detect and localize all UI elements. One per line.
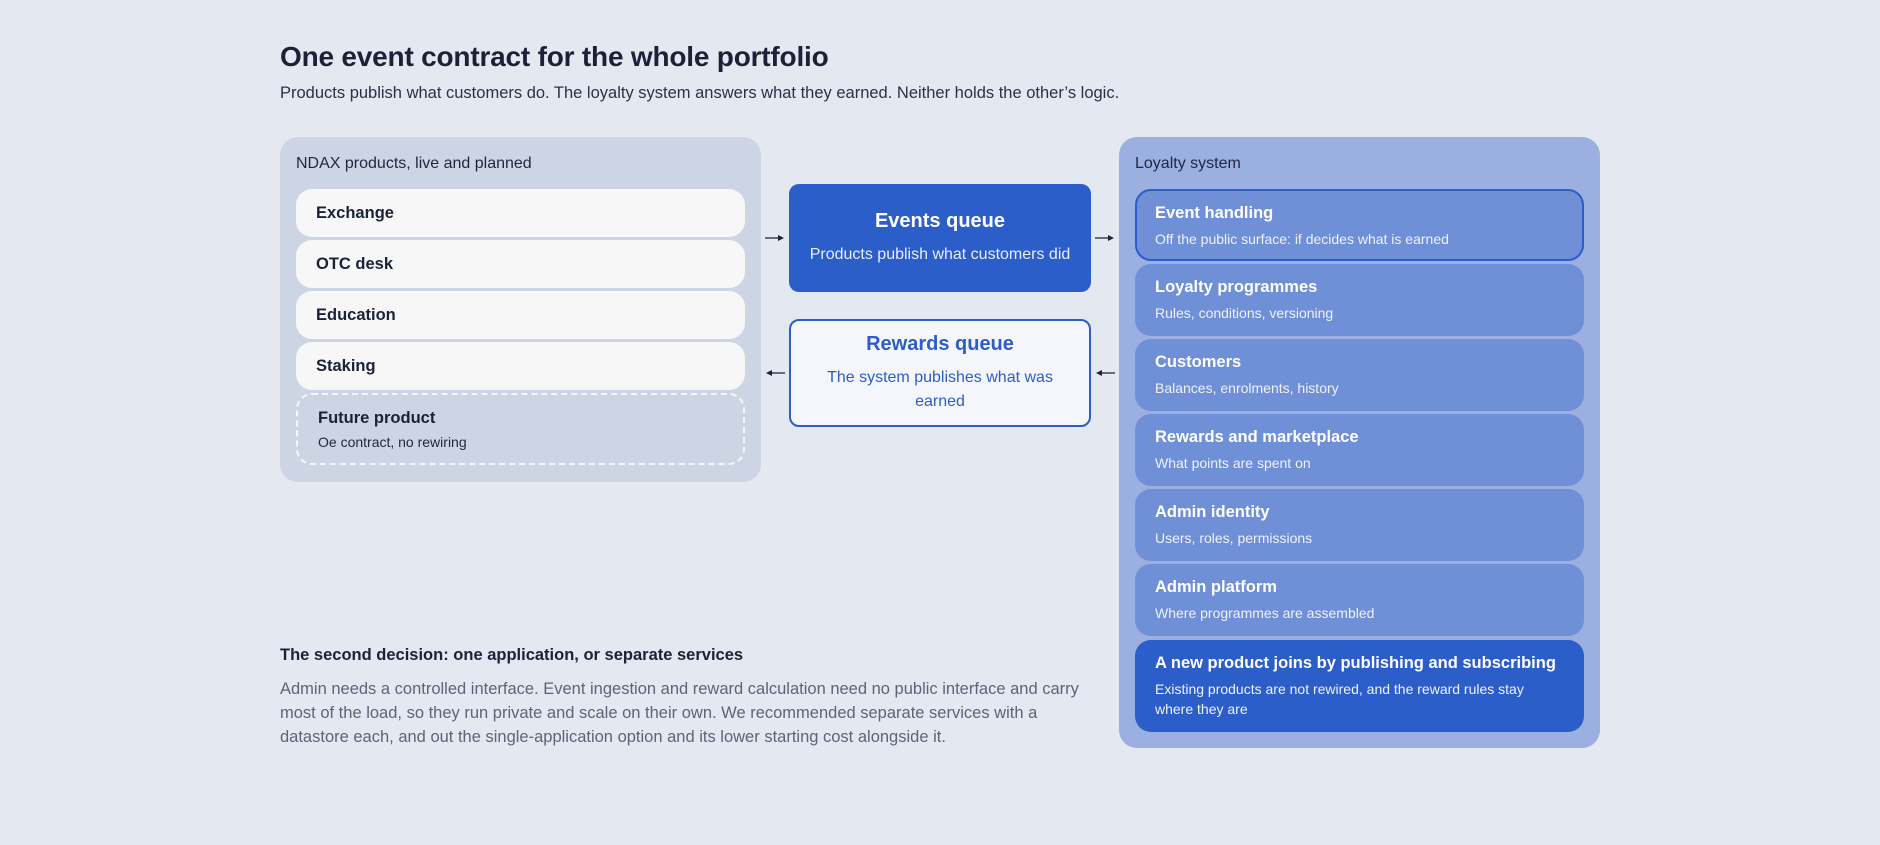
arrow-right-icon — [764, 233, 786, 243]
module-name: Customers — [1155, 353, 1242, 371]
module-admin-identity — [1135, 489, 1584, 561]
products-panel — [280, 137, 761, 482]
rewards-queue-title: Rewards queue — [866, 332, 1014, 355]
module-customers — [1135, 339, 1584, 411]
product-name: Exchange — [316, 203, 394, 222]
product-education — [296, 291, 745, 339]
product-exchange — [296, 189, 745, 237]
module-rewards-marketplace — [1135, 414, 1584, 486]
rewards-queue — [789, 319, 1091, 427]
product-name: Staking — [316, 356, 376, 375]
product-name: Education — [316, 305, 396, 324]
module-description: Where programmes are assembled — [1155, 605, 1375, 621]
module-name: A new product joins by publishing and subscribing — [1155, 654, 1556, 672]
product-staking — [296, 342, 745, 390]
product-name: OTC desk — [316, 254, 394, 273]
events-queue — [789, 184, 1091, 292]
arrow-right-icon — [1094, 233, 1116, 243]
decision-body: Admin needs a controlled interface. Event ingestion and reward calculation need no public interface and carry most of the load, so they run private and scale on their own. We recommended separate services with a datastore each, and out the single-application option and its lower starting cost alongside it. — [280, 680, 1079, 746]
module-name: Loyalty programmes — [1155, 278, 1318, 296]
module-description: Rules, conditions, versioning — [1155, 305, 1334, 321]
events-queue-title: Events queue — [874, 209, 1006, 232]
decision-title: The second decision: one application, or separate services — [280, 646, 744, 664]
product-name: Future product — [318, 408, 436, 427]
module-description: Off the public surface: if decides what is earned — [1155, 231, 1449, 247]
module-description: Balances, enrolments, history — [1155, 380, 1339, 396]
module-description: Existing products are not rewired, and the reward rules stay where they are — [1155, 681, 1524, 717]
module-description: Users, roles, permissions — [1155, 530, 1313, 546]
arrow-left-icon — [764, 368, 786, 378]
product-description: Oe contract, no rewiring — [318, 433, 467, 450]
page-title: One event contract for the whole portfolio — [280, 41, 829, 72]
module-name: Admin platform — [1155, 578, 1277, 596]
loyalty-panel-heading: Loyalty system — [1135, 155, 1241, 172]
module-loyalty-programmes — [1135, 264, 1584, 336]
module-event-handling — [1135, 189, 1584, 261]
loyalty-panel — [1119, 137, 1600, 748]
product-otc-desk — [296, 240, 745, 288]
module-description: What points are spent on — [1155, 455, 1311, 471]
arrow-left-icon — [1094, 368, 1116, 378]
module-new-product-joins — [1135, 640, 1584, 732]
module-admin-platform — [1135, 564, 1584, 636]
rewards-queue-description: The system publishes what was earned — [827, 368, 1053, 410]
module-name: Event handling — [1155, 204, 1274, 222]
module-name: Rewards and marketplace — [1155, 428, 1359, 446]
events-queue-description: Products publish what customers did — [809, 245, 1071, 263]
product-future — [296, 393, 745, 465]
products-panel-heading: NDAX products, live and planned — [296, 155, 532, 172]
page-subtitle: Products publish what customers do. The loyalty system answers what they earned. Neither holds the other’s logic. — [280, 84, 1120, 102]
module-name: Admin identity — [1155, 503, 1270, 521]
